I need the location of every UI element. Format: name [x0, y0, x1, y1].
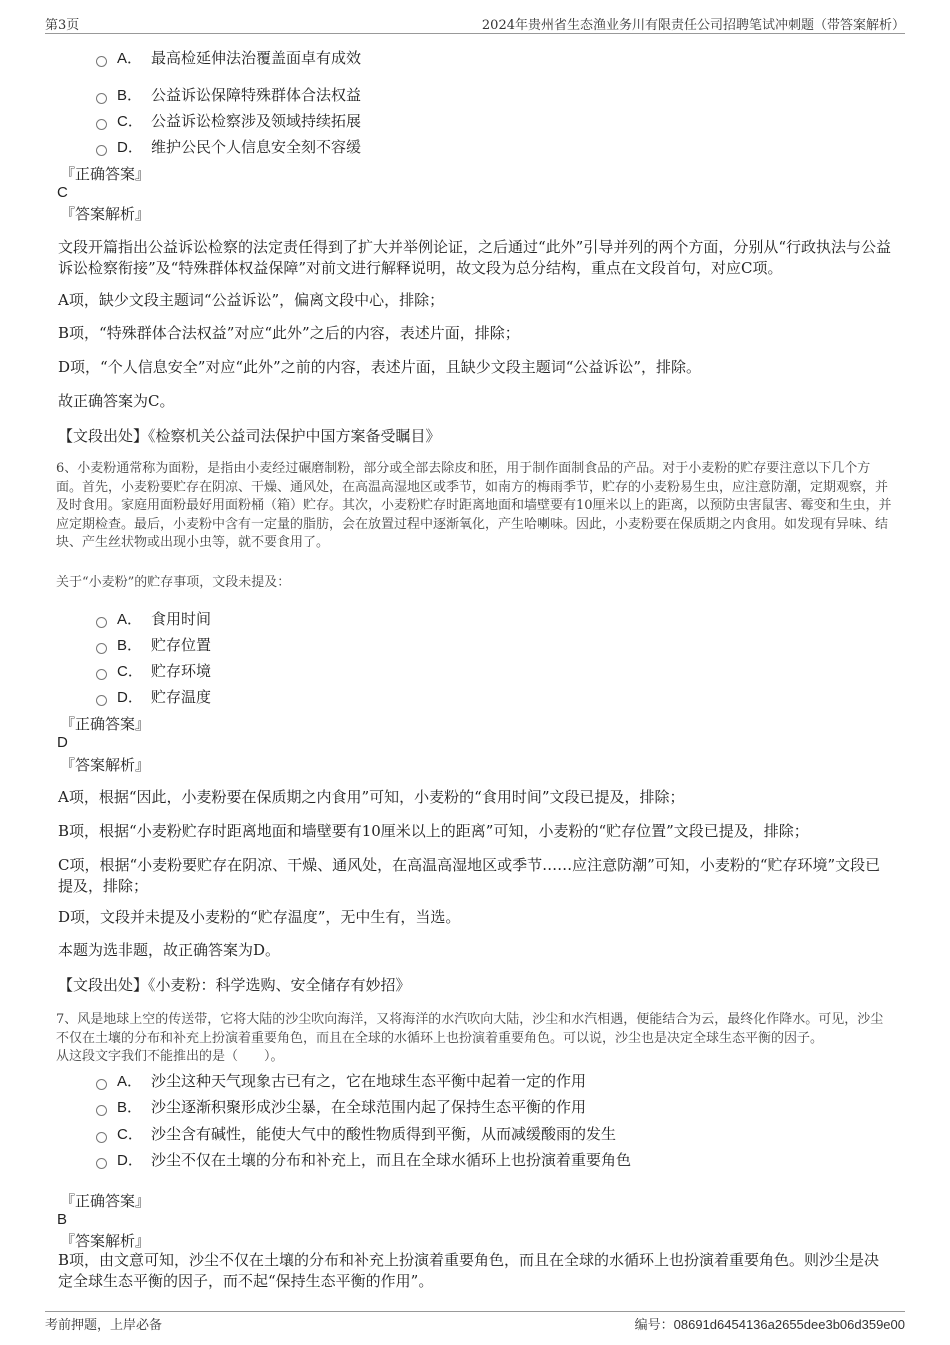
page-header	[45, 14, 905, 34]
q7-analysis: B项，由文意可知，沙尘不仅在土壤的分布和补充上扮演着重要角色，而且在全球的水循环上也扮演着重要角色。则沙尘是决定全球生态平衡的因子，而不起“保持生态平衡的作用”。	[58, 1251, 880, 1290]
page-number: 第3页	[45, 18, 80, 33]
radio-icon[interactable]	[96, 669, 107, 680]
radio-icon[interactable]	[96, 1158, 107, 1169]
q7-stem: 7、风是地球上空的传送带，它将大陆的沙尘吹向海洋，又将海洋的水汽吹向大陆，沙尘和水汽相遇，便能结合为云，最终化作降水。可见，沙尘不仅在土壤的分布和补充上扮演着重要角色，而且在全球的水循环上也扮演着重要角色。可以说，沙尘也是决定全球生态平衡的因子。	[56, 1012, 884, 1046]
document-code: 编号：08691d6454136a2655dee3b06d359e00	[634, 1317, 905, 1332]
q5-option-b[interactable]: B． 公益诉讼保障特殊群体合法权益	[96, 84, 361, 106]
q6-answer: D	[57, 734, 68, 751]
q5-analysis-d: D项，“个人信息安全”对应“此外”之前的内容，表述片面，且缺少文段主题词“公益诉讼”，排除。	[58, 358, 702, 376]
q7-question: 从这段文字我们不能推出的是（ ）。	[56, 1049, 284, 1064]
q5-analysis-summary: 文段开篇指出公益诉讼检察的法定责任得到了扩大并举例论证，之后通过“此外”引导并列的两个方面，分别从“行政执法与公益诉讼检察衔接”及“特殊群体权益保障”对前文进行解释说明，故文段为总分结构，重点在文段首句，对应C项。	[58, 238, 892, 277]
radio-icon[interactable]	[96, 56, 107, 67]
q7-option-c[interactable]: C． 沙尘含有碱性，能使大气中的酸性物质得到平衡，从而减缓酸雨的发生	[96, 1123, 616, 1145]
q6-question: 关于“小麦粉”的贮存事项，文段未提及：	[56, 575, 291, 590]
radio-icon[interactable]	[96, 145, 107, 156]
radio-icon[interactable]	[96, 617, 107, 628]
q7-answer: B	[57, 1211, 68, 1228]
q6-answer-label: 『正确答案』	[60, 715, 151, 733]
radio-icon[interactable]	[96, 643, 107, 654]
q5-option-d[interactable]: D． 维护公民个人信息安全刻不容缓	[96, 136, 361, 158]
q6-analysis-label: 『答案解析』	[60, 756, 151, 774]
q6-analysis-a: A项，根据“因此，小麦粉要在保质期之内食用”可知，小麦粉的“食用时间”文段已提及，排除；	[58, 788, 685, 806]
q5-option-a[interactable]: A． 最高检延伸法治覆盖面卓有成效	[96, 47, 361, 69]
q6-source: 【文段出处】《小麦粉：科学选购、安全储存有妙招》	[58, 976, 411, 994]
q7-analysis-label: 『答案解析』	[60, 1232, 151, 1250]
q5-analysis-label: 『答案解析』	[60, 205, 151, 223]
q5-analysis-b: B项，“特殊群体合法权益”对应“此外”之后的内容，表述片面，排除；	[58, 324, 520, 342]
q6-analysis-conclusion: 本题为选非题，故正确答案为D。	[58, 941, 281, 959]
q6-option-d[interactable]: D． 贮存温度	[96, 686, 211, 708]
q6-stem: 6、小麦粉通常称为面粉，是指由小麦经过碾磨制粉，部分或全部去除皮和胚，用于制作面制食品的产品。对于小麦粉的贮存要注意以下几个方面。首先，小麦粉要贮存在阴凉、干燥、通风处，在高温高湿地区或季节，如南方的梅雨季节，贮存的小麦粉易生虫，应注意防潮，定期观察，并及时食用。家庭用面粉最好用面粉桶（箱）贮存。其次，小麦粉贮存时距离地面和墙壁要有10厘米以上的距离，以预防虫害鼠害、霉变和生虫，并应定期检查。最后，小麦粉中含有一定量的脂肪，会在放置过程中逐渐氧化，产生哈喇味。因此，小麦粉要在保质期之内食用。如发现有异味、结块、产生丝状物或出现小虫等，就不要食用了。	[56, 461, 892, 550]
q6-option-c[interactable]: C． 贮存环境	[96, 660, 211, 682]
q7-answer-label: 『正确答案』	[60, 1192, 151, 1210]
q5-analysis-conclusion: 故正确答案为C。	[58, 392, 175, 410]
header-divider	[45, 33, 905, 34]
q6-option-b[interactable]: B． 贮存位置	[96, 634, 211, 656]
radio-icon[interactable]	[96, 1079, 107, 1090]
radio-icon[interactable]	[96, 1132, 107, 1143]
q5-answer: C	[57, 184, 68, 201]
q6-analysis-d: D项，文段并未提及小麦粉的“贮存温度”，无中生有，当选。	[58, 908, 461, 926]
radio-icon[interactable]	[96, 93, 107, 104]
q7-option-b[interactable]: B． 沙尘逐渐积聚形成沙尘暴，在全球范围内起了保持生态平衡的作用	[96, 1096, 586, 1118]
q5-analysis-a: A项，缺少文段主题词“公益诉讼”，偏离文段中心，排除；	[58, 291, 445, 309]
q5-answer-label: 『正确答案』	[60, 165, 151, 183]
q6-option-a[interactable]: A． 食用时间	[96, 608, 211, 630]
radio-icon[interactable]	[96, 695, 107, 706]
q6-analysis-c: C项，根据“小麦粉要贮存在阴凉、干燥、通风处，在高温高湿地区或季节……应注意防潮”可知，小麦粉的“贮存环境”文段已提及，排除；	[58, 856, 881, 895]
q7-option-a[interactable]: A． 沙尘这种天气现象古已有之，它在地球生态平衡中起着一定的作用	[96, 1070, 586, 1092]
document-title: 2024年贵州省生态渔业务川有限责任公司招聘笔试冲刺题（带答案解析）	[481, 18, 905, 33]
footer-divider	[45, 1311, 905, 1312]
q7-option-d[interactable]: D． 沙尘不仅在土壤的分布和补充上，而且在全球水循环上也扮演着重要角色	[96, 1149, 631, 1171]
q6-analysis-b: B项，根据“小麦粉贮存时距离地面和墙壁要有10厘米以上的距离”可知，小麦粉的“贮存位置”文段已提及，排除；	[58, 822, 809, 840]
footer-slogan: 考前押题，上岸必备	[45, 1318, 163, 1333]
q5-source: 【文段出处】《检察机关公益司法保护中国方案备受瞩目》	[58, 427, 441, 445]
radio-icon[interactable]	[96, 1105, 107, 1116]
q5-option-c[interactable]: C． 公益诉讼检察涉及领域持续拓展	[96, 110, 361, 132]
radio-icon[interactable]	[96, 119, 107, 130]
